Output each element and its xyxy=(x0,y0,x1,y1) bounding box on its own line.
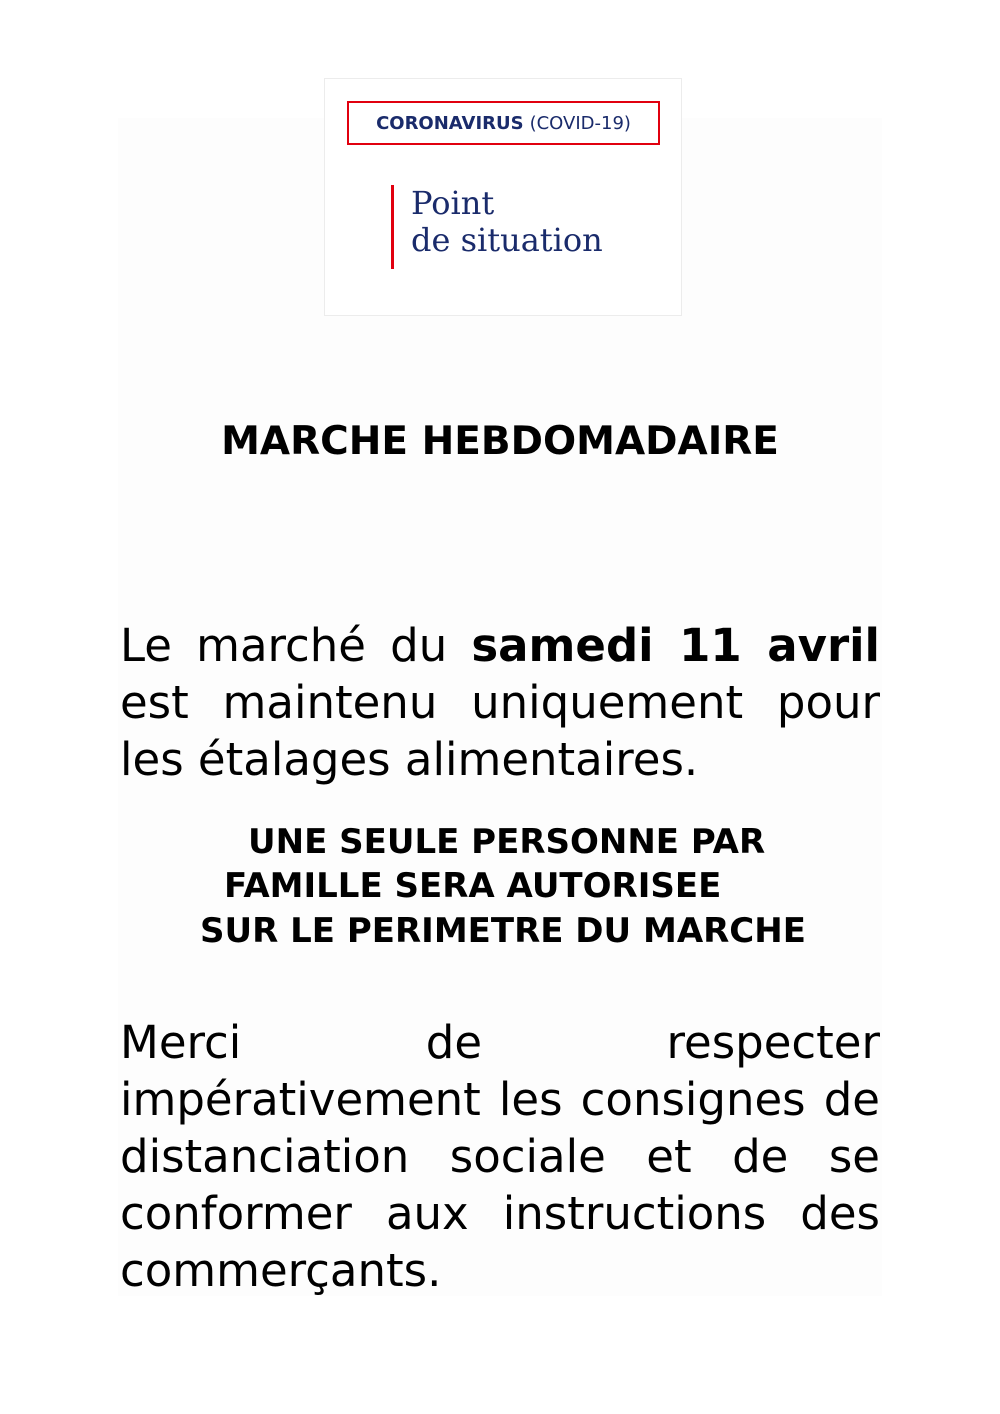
logo-red-bar xyxy=(391,185,394,269)
distancing-instructions: Merci de respecter impérativement les consignes de distanciation sociale et de se conformer aux instructions des commerçants. xyxy=(120,1016,880,1297)
logo-caption-line1: Point xyxy=(411,184,495,222)
announcement-text-before: Le marché du xyxy=(120,619,472,672)
notice-line-3: SUR LE PERIMETRE DU MARCHE xyxy=(200,911,806,951)
announcement-text-after: est maintenu uniquement pour les étalages alimentaires. xyxy=(120,676,880,786)
announcement-date: samedi 11 avril xyxy=(471,619,880,672)
coronavirus-badge xyxy=(347,101,660,145)
covid-logo xyxy=(324,78,682,316)
logo-caption-line2: de situation xyxy=(411,221,603,259)
notice-line-2: FAMILLE SERA AUTORISEE xyxy=(224,866,722,906)
badge-rest-text: (COVID-19) xyxy=(529,112,631,134)
notice-line-1: UNE SEULE PERSONNE PAR xyxy=(248,822,766,862)
market-announcement xyxy=(120,617,880,788)
page-title: MARCHE HEBDOMADAIRE xyxy=(221,419,779,464)
badge-bold-text: CORONAVIRUS xyxy=(376,112,524,134)
logo-caption xyxy=(411,185,603,259)
